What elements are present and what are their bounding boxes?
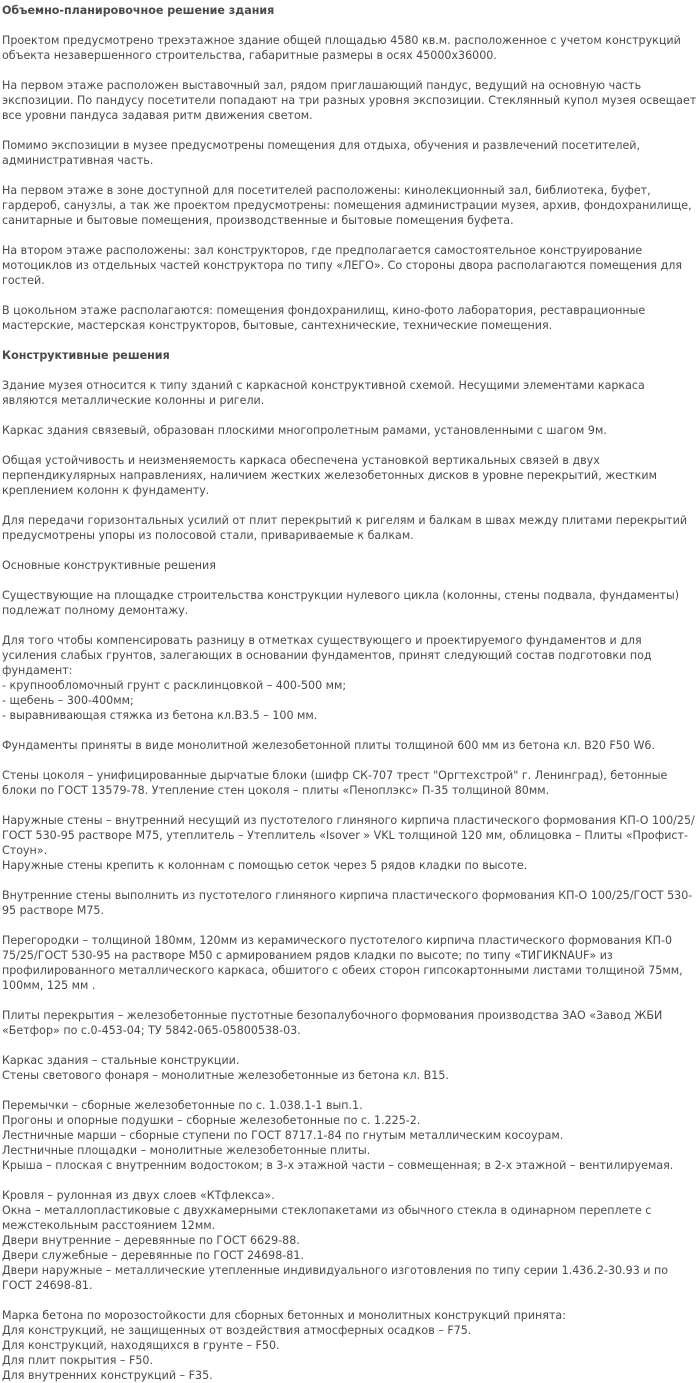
text-line: Помимо экспозиции в музее предусмотрены помещения для отдыха, обучения и развлечений посетителей, административная часть.: [2, 139, 641, 167]
paragraph: [2, 1008, 698, 1038]
text-line: Общая устойчивость и неизменяемость каркаса обеспечена установкой вертикальных связей в двух перпендикулярных направлениях, наличием жестких железобетонных дисков в уровне перекрытий, жестким креплением колонн к фундаменту.: [2, 454, 657, 497]
text-line: Окна – металлопластиковые с двухкамерными стеклопакетами из обычного стекла в одинарном переплете с межстекольным расстоянием 12мм.: [2, 1204, 652, 1232]
section-heading: [2, 348, 698, 363]
paragraph: [2, 513, 698, 543]
paragraph: [2, 33, 698, 63]
paragraph: [2, 1308, 698, 1383]
text-line: Для внутренних конструкций – F35.: [2, 1369, 213, 1382]
paragraph: [2, 768, 698, 798]
paragraph: [2, 243, 698, 288]
text-line: Наружные стены крепить к колоннам с помощью сеток через 5 рядов кладки по высоте.: [2, 859, 528, 872]
text-line: - выравнивающая стяжка из бетона кл.В3.5 – 100 мм.: [2, 709, 318, 722]
text-line: Для плит покрытия – F50.: [2, 1354, 154, 1367]
paragraph: [2, 138, 698, 168]
paragraph: [2, 423, 698, 438]
text-line: Объемно-планировочное решение здания: [2, 4, 275, 17]
text-line: - щебень – 300-400мм;: [2, 694, 134, 707]
text-line: Для конструкций, находящихся в грунте – F50.: [2, 1339, 280, 1352]
text-line: На первом этаже в зоне доступной для посетителей расположены: кинолекционный зал, библиотека, буфет, гардероб, санузлы, а так же проектом предусмотрены: помещения администрации музея, архив, фондохранилище, санитарные и бытовые помещения, производственные и бытовые помещения буфета.: [2, 184, 692, 227]
paragraph: [2, 588, 698, 618]
text-line: Фундаменты приняты в виде монолитной железобетонной плиты толщиной 600 мм из бетона кл. В20 F50 W6.: [2, 739, 655, 752]
text-line: Каркас здания – стальные конструкции.: [2, 1054, 240, 1067]
text-line: Наружные стены – внутренний несущий из пустотелого глиняного кирпича пластического формования КП-О 100/25/ГОСТ 530-95 растворе М75, утеплитель – Утеплитель «Isover » VKL толщиной 120 мм, облицовка – Плиты «Профист-Стоун».: [2, 814, 695, 857]
text-line: Перегородки – толщиной 180мм, 120мм из керамического пустотелого кирпича пластического формования КП-0 75/25/ГОСТ 530-95 на растворе М50 с армированием рядов кладки по высоте; по типу «ТИГИКNAUF» из профилированного металлического каркаса, обшитого с обеих сторон гипсокартонными листами толщиной 75мм, 100мм, 125 мм .: [2, 934, 683, 992]
paragraph: [2, 933, 698, 993]
paragraph: [2, 888, 698, 918]
paragraph: [2, 1053, 698, 1083]
text-line: Для конструкций, не защищенных от воздействия атмосферных осадков – F75.: [2, 1324, 472, 1337]
paragraph: [2, 558, 698, 573]
text-line: Марка бетона по морозостойкости для сборных бетонных и монолитных конструкций принята:: [2, 1309, 566, 1322]
text-line: Лестничные площадки – монолитные железобетонные плиты.: [2, 1144, 371, 1157]
text-line: Внутренние стены выполнить из пустотелого глиняного кирпича пластического формования КП-О 100/25/ГОСТ 530-95 растворе М75.: [2, 889, 693, 917]
text-line: Прогоны и опорные подушки – сборные железобетонные по с. 1.225-2.: [2, 1114, 421, 1127]
text-line: Конструктивные решения: [2, 349, 170, 362]
text-line: Стены цоколя – унифицированные дырчатые блоки (шифр СК-707 трест "Оргтехстрой" г. Ленинград), бетонные блоки по ГОСТ 13579-78. Утепление стен цоколя – плиты «Пеноплэкс» П-35 толщиной 80мм.: [2, 769, 668, 797]
text-line: Двери наружные – металлические утепленные индивидуального изготовления по типу серии 1.436.2-30.93 и по ГОСТ 24698-81.: [2, 1264, 669, 1292]
text-line: Существующие на площадке строительства конструкции нулевого цикла (колонны, стены подвала, фундаменты) подлежат полному демонтажу.: [2, 589, 680, 617]
text-line: В цокольном этаже располагаются: помещения фондохранилищ, кино-фото лаборатория, реставрационные мастерские, мастерская конструкторов, бытовые, сантехнические, технические помещения.: [2, 304, 646, 332]
text-line: Крыша – плоская с внутренним водостоком; в 3-х этажной части – совмещенная; в 2-х этажной – вентилируемая.: [2, 1159, 674, 1172]
text-line: Для того чтобы компенсировать разницу в отметках существующего и проектируемого фундаментов и для усиления слабых грунтов, залегающих в основании фундаментов, принят следующий состав подготовки под фундамент:: [2, 634, 652, 677]
text-line: Здание музея относится к типу зданий с каркасной конструктивной схемой. Несущими элементами каркаса являются металлические колонны и ригели.: [2, 379, 645, 407]
paragraph: [2, 183, 698, 228]
text-line: - крупнообломочный грунт с расклинцовкой – 400-500 мм;: [2, 679, 347, 692]
text-line: Стены светового фонаря – монолитные железобетонные из бетона кл. В15.: [2, 1069, 449, 1082]
section-heading: [2, 3, 698, 18]
paragraph: [2, 1098, 698, 1173]
text-line: Кровля – рулонная из двух слоев «КТфлекса».: [2, 1189, 275, 1202]
paragraph: [2, 813, 698, 873]
text-line: На первом этаже расположен выставочный зал, рядом приглашающий пандус, ведущий на основную часть экспозиции. По пандусу посетители попадают на три разных уровня экспозиции. Стеклянный купол музея освещает все уровни пандуса задавая ритм движения светом.: [2, 79, 697, 122]
text-line: Каркас здания связевый, образован плоскими многопролетным рамами, установленными с шагом 9м.: [2, 424, 607, 437]
paragraph: [2, 738, 698, 753]
paragraph: [2, 78, 698, 123]
text-line: Двери внутренние – деревянные по ГОСТ 6629-88.: [2, 1234, 300, 1247]
text-line: На втором этаже расположены: зал конструкторов, где предполагается самостоятельное конструирование мотоциклов из отдельных частей конструктора по типу «ЛЕГО». Со стороны двора располагаются помещения для гостей.: [2, 244, 683, 287]
text-line: Для передачи горизонтальных усилий от плит перекрытий к ригелям и балкам в швах между плитами перекрытий предусмотрены упоры из полосовой стали, привариваемые к балкам.: [2, 514, 688, 542]
text-line: Перемычки – сборные железобетонные по с. 1.038.1-1 вып.1.: [2, 1099, 363, 1112]
text-line: Плиты перекрытия – железобетонные пустотные безопалубочного формования производства ЗАО «Завод ЖБИ «Бетфор» по с.0-453-04; ТУ 5842-065-05800538-03.: [2, 1009, 663, 1037]
text-line: Основные конструктивные решения: [2, 559, 216, 572]
paragraph: [2, 1188, 698, 1293]
paragraph: [2, 378, 698, 408]
text-line: Лестничные марши – сборные ступени по ГОСТ 8717.1-84 по гнутым металлическим косоурам.: [2, 1129, 564, 1142]
text-line: Двери служебные – деревянные по ГОСТ 24698-81.: [2, 1249, 304, 1262]
paragraph: [2, 303, 698, 333]
paragraph: [2, 633, 698, 723]
paragraph: [2, 453, 698, 498]
text-line: Проектом предусмотрено трехэтажное здание общей площадью 4580 кв.м. расположенное с учетом конструкций объекта незавершенного строительства, габаритные размеры в осях 45000х36000.: [2, 34, 681, 62]
